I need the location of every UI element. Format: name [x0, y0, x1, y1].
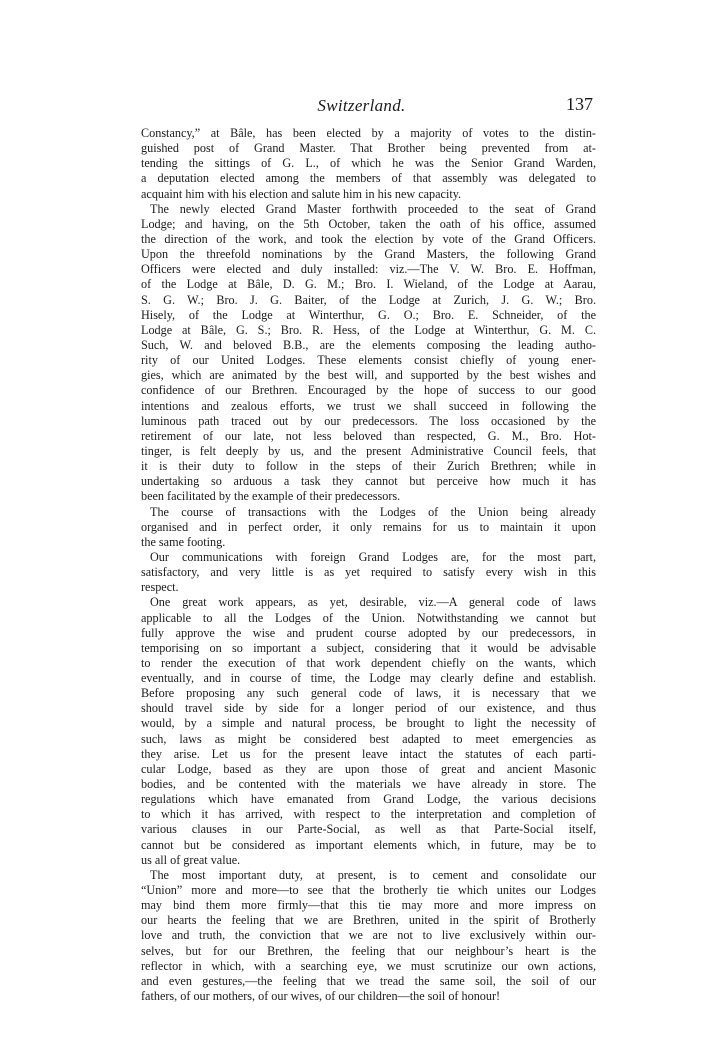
text-line: Hisely, of the Lodge at Winterthur, G. O.; Bro. E. Schneider, of the [141, 307, 596, 322]
text-line: it is their duty to follow in the steps of their Zurich Brethren; while in [141, 459, 596, 474]
text-line: to render the execution of that work dependent chiefly on the wants, which [141, 655, 596, 670]
text-line: rity of our United Lodges. These elements consist chiefly of young ener- [141, 353, 596, 368]
text-line: luminous path traced out by our predecessors. The loss occasioned by the [141, 413, 596, 428]
text-line: The newly elected Grand Master forthwith proceeded to the seat of Grand [150, 201, 596, 216]
text-line: the same footing. [141, 534, 226, 549]
text-line: tending the sittings of G. L., of which he was the Senior Grand Warden, [141, 156, 596, 171]
text-line: fathers, of our mothers, of our wives, of our children—the soil of honour! [141, 989, 501, 1004]
text-line: “Union” more and more—to see that the brotherly tie which unites our Lodges [141, 883, 596, 898]
text-line: confidence of our Brethren. Encouraged by the hope of success to our good [141, 383, 596, 398]
text-line: cular Lodge, based as they are upon those of great and ancient Masonic [141, 761, 596, 776]
text-line: applicable to all the Lodges of the Union. Notwithstanding we cannot but [141, 610, 596, 625]
text-line: respect. [141, 580, 179, 595]
text-line: cannot but be considered as important elements which, in future, may be to [141, 837, 596, 852]
text-line: various clauses in our Parte-Social, as well as that Parte-Social itself, [141, 822, 596, 837]
text-line: Officers were elected and duly installed: viz.—The V. W. Bro. E. Hoffman, [141, 262, 596, 277]
text-line: reflector in which, with a searching eye, we must scrutinize our own actions, [141, 958, 596, 973]
text-line: The most important duty, at present, is to cement and consolidate our [150, 867, 596, 882]
text-line: Lodge at Bâle, G. S.; Bro. R. Hess, of the Lodge at Winterthur, G. M. C. [141, 322, 596, 337]
text-line: gies, which are animated by the best will, and supported by the best wishes and [141, 368, 596, 383]
text-line: they arise. Let us for the present leave intact the statutes of each parti- [141, 746, 596, 761]
text-line: bodies, and be contented with the materials we have already in store. The [141, 777, 596, 792]
text-line: tinger, is felt deeply by us, and the present Administrative Council feels, that [141, 443, 596, 458]
text-line: Lodge; and having, on the 5th October, taken the oath of his office, assumed [141, 216, 596, 231]
text-line: may bind them more firmly—that this tie may more and more impress on [141, 898, 596, 913]
text-line: guished post of Grand Master. That Brother being prevented from at- [141, 141, 596, 156]
text-line: us all of great value. [141, 852, 241, 867]
text-line: organised and in perfect order, it only remains for us to maintain it upon [141, 519, 596, 534]
text-line: and even gestures,—the feeling that we tread the same soil, the soil of our [141, 973, 596, 988]
text-line: love and truth, the conviction that we are not to live exclusively within our- [141, 928, 596, 943]
text-line: eventually, and in course of time, the Lodge may clearly define and establish. [141, 671, 596, 686]
text-line: One great work appears, as yet, desirable, viz.—A general code of laws [150, 595, 596, 610]
text-line: our hearts the feeling that we are Brethren, united in the spirit of Brotherly [141, 913, 596, 928]
text-line: to which it has arrived, with respect to the interpretation and completion of [141, 807, 596, 822]
text-line: The course of transactions with the Lodges of the Union being already [150, 504, 596, 519]
text-line: Constancy,” at Bâle, has been elected by a majority of votes to the distin- [141, 126, 596, 140]
text-line: acquaint him with his election and salute him in his new capacity. [141, 186, 462, 201]
text-line: Upon the threefold nominations by the Grand Masters, the following Grand [141, 247, 596, 262]
text-line: Such, W. and beloved B.B., are the elements composing the leading autho- [141, 337, 596, 352]
text-line: intentions and zealous efforts, we trust we shall succeed in following the [141, 398, 596, 413]
text-line: retirement of our late, not less beloved than respected, G. M., Bro. Hot- [141, 428, 596, 443]
text-line: undertaking so arduous a task they cannot but perceive how much it has [141, 474, 596, 489]
text-line: selves, but for our Brethren, the feeling that our neighbour’s heart is the [141, 943, 596, 958]
text-line: regulations which have emanated from Grand Lodge, the various decisions [141, 792, 596, 807]
text-line: Our communications with foreign Grand Lodges are, for the most part, [150, 549, 596, 564]
text-line: been facilitated by the example of their predecessors. [141, 489, 401, 504]
running-title: Switzerland. [317, 96, 406, 115]
text-line: should travel side by side for a longer period of our existence, and thus [141, 701, 596, 716]
text-line: fully approve the wise and prudent course adopted by our predecessors, in [141, 625, 596, 640]
text-line: such, laws as might be considered best adapted to meet emergencies as [141, 731, 596, 746]
text-line: the direction of the work, and took the election by vote of the Grand Officers. [141, 231, 596, 246]
text-line: temporising on so important a subject, considering that it would be advisable [141, 640, 596, 655]
text-line: of the Lodge at Bâle, D. G. M.; Bro. I. Wieland, of the Lodge at Aarau, [141, 277, 596, 292]
text-line: would, by a simple and natural process, be brought to light the necessity of [141, 716, 596, 731]
text-line: S. G. W.; Bro. J. G. Baiter, of the Lodge at Zurich, J. G. W.; Bro. [141, 292, 596, 307]
body-text [141, 126, 596, 1004]
text-line: Before proposing any such general code of laws, it is necessary that we [141, 686, 596, 701]
page-number: 137 [566, 94, 593, 114]
text-line: a deputation elected among the members of that assembly was delegated to [141, 171, 596, 186]
text-line: satisfactory, and very little is as yet required to satisfy every wish in this [141, 565, 596, 580]
